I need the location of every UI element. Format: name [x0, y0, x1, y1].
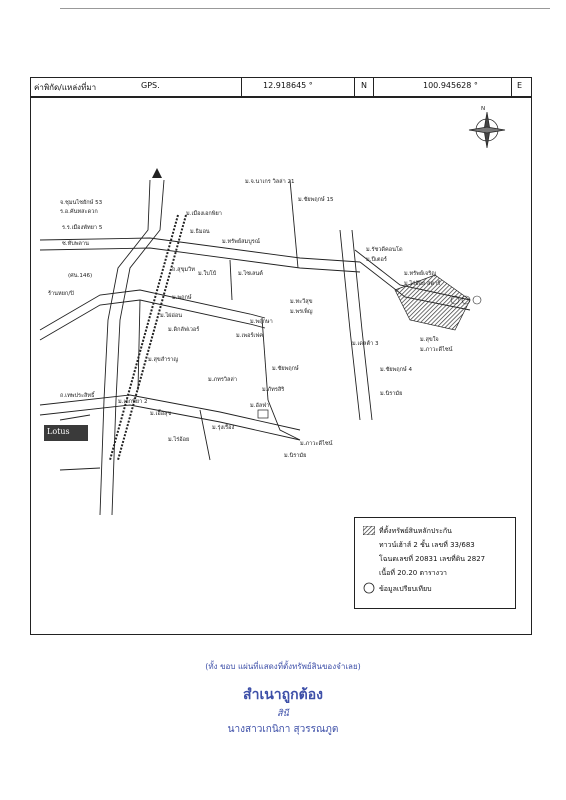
location-label: ค่าพิกัด/แหล่งที่มา [34, 83, 97, 92]
map-label: ม.ไร่อ้อย [168, 437, 190, 443]
map-label: ม.สุขสำราญ [148, 357, 179, 363]
map-label: ม.ชัยพฤกษ์ 4 [380, 367, 413, 373]
map-label: ม.รุ่งเรือง [212, 425, 235, 431]
map-label: ม.ใบโบ้ [198, 271, 217, 277]
legend-line: ทาวน์เฮ้าส์ 2 ชั้น เลขที่ 33/683 [379, 541, 475, 549]
property-label: ม.ทรัพย์เจริญ [404, 271, 437, 277]
temple-marker [258, 410, 268, 418]
legend-line: ข้อมูลเปรียบเทียบ [379, 585, 432, 593]
map-label: ม.เอื้อสุข [150, 411, 172, 417]
map-label: ม.ภทรวิลล่า [208, 377, 237, 383]
certified-copy-stamp: สำเนาถูกต้อง [243, 687, 323, 703]
signer-name: นางสาวเกนิกา สุวรรณภูต [227, 724, 339, 735]
map-label: ม.ทะวีสุข [290, 299, 313, 305]
map-label: ม.นิรามัย [380, 391, 403, 397]
latitude-value: 12.918645 ° [263, 81, 313, 90]
legend-title: ที่ตั้งทรัพย์สินหลักประกัน [379, 527, 452, 535]
longitude-direction: E [517, 81, 523, 90]
map-label: ม.เพอร์เฟค [236, 333, 264, 339]
map-label: ม.เมืองเอกพิยา [186, 211, 222, 217]
map-label: ถ.เทพประสิทธิ์ [60, 393, 95, 399]
property-label: ม.ไร่อ้อย สตาร์ [404, 281, 441, 287]
longitude-value: 100.945628 ° [423, 81, 478, 90]
compass-icon [469, 112, 505, 148]
north-road-arrow [152, 168, 162, 178]
road-label: ม.พฤกษ์ [172, 295, 192, 301]
map-label: ม.ชัยพฤกษ์ [272, 366, 299, 372]
map-label: ม.พรเพ็ญ [290, 309, 313, 315]
map-label: ม.ไผ่อ่อน [160, 313, 183, 319]
map-label: ม.ชัยพฤกษ์ 15 [298, 197, 334, 203]
map-label: ร.อ.คันทสะดวก [60, 209, 98, 215]
temple-label: ม.อัลฟ่า [250, 403, 270, 409]
map-label: ม.ภาวะดีไซน์ [420, 347, 453, 353]
legend-line: เนื้อที่ 20.20 ตารางวา [379, 569, 447, 577]
map-label: ม.พฤกษา [250, 319, 273, 325]
map-label: ม.ภาวะดีไซน์ [300, 441, 333, 447]
map-label: (ศน.146) [68, 273, 93, 279]
map-label: จ.ชุมนไชยักษ์ 53 [60, 200, 103, 206]
latitude-direction: N [361, 81, 367, 90]
map-label: ม.ธิมอน [190, 229, 210, 235]
roads [40, 180, 470, 515]
map-label: ม.จ.นาเกร วิลล่า 21 [245, 179, 295, 185]
signature: สินี [277, 709, 289, 719]
map-label: ม.ทรัพย์สมบูรณ์ [222, 239, 260, 245]
hatch-swatch-icon [363, 526, 375, 535]
map-label: ซ.ทับพลาน [62, 241, 89, 247]
map-label: ร.ร.เมืองพัทยา 5 [62, 225, 103, 231]
map-label: ม.ดิกลัฟเวอร์ [168, 327, 200, 333]
lotus-store-logo: Lotus [44, 425, 88, 441]
compass-north-label: N [481, 106, 486, 112]
map-legend [354, 517, 516, 609]
comparison-marker-3 [473, 296, 481, 304]
footer-note: (ทั้ง ขอบ แผ่นที่แสดงที่ตั้งทรัพย์สินของจำเลย) [205, 662, 361, 671]
gps-label: GPS. [141, 81, 160, 90]
map-label: ม.ภัทรสิริ [262, 387, 285, 393]
map-label: ม.รัชวดีคอนโด [366, 247, 403, 253]
map-label: ม.ปีเตอร์ [366, 257, 387, 263]
map-label: ม.ไซเลนต์ [238, 271, 263, 277]
road-label: ม.เดลต้า 3 [352, 341, 379, 347]
map-label: ร้านหยก/ปิ [48, 291, 74, 297]
legend-line: โฉนดเลขที่ 20831 เลขที่ดิน 2827 [379, 555, 486, 563]
map-label: ถ.สุขุมวิท [172, 267, 195, 273]
map-label: ม.สุขใจ [420, 337, 439, 343]
road-label: ม.เอกพิยา 2 [118, 399, 148, 405]
map-label: ม.นิรามัย [284, 453, 307, 459]
circle-marker-icon [363, 582, 375, 594]
